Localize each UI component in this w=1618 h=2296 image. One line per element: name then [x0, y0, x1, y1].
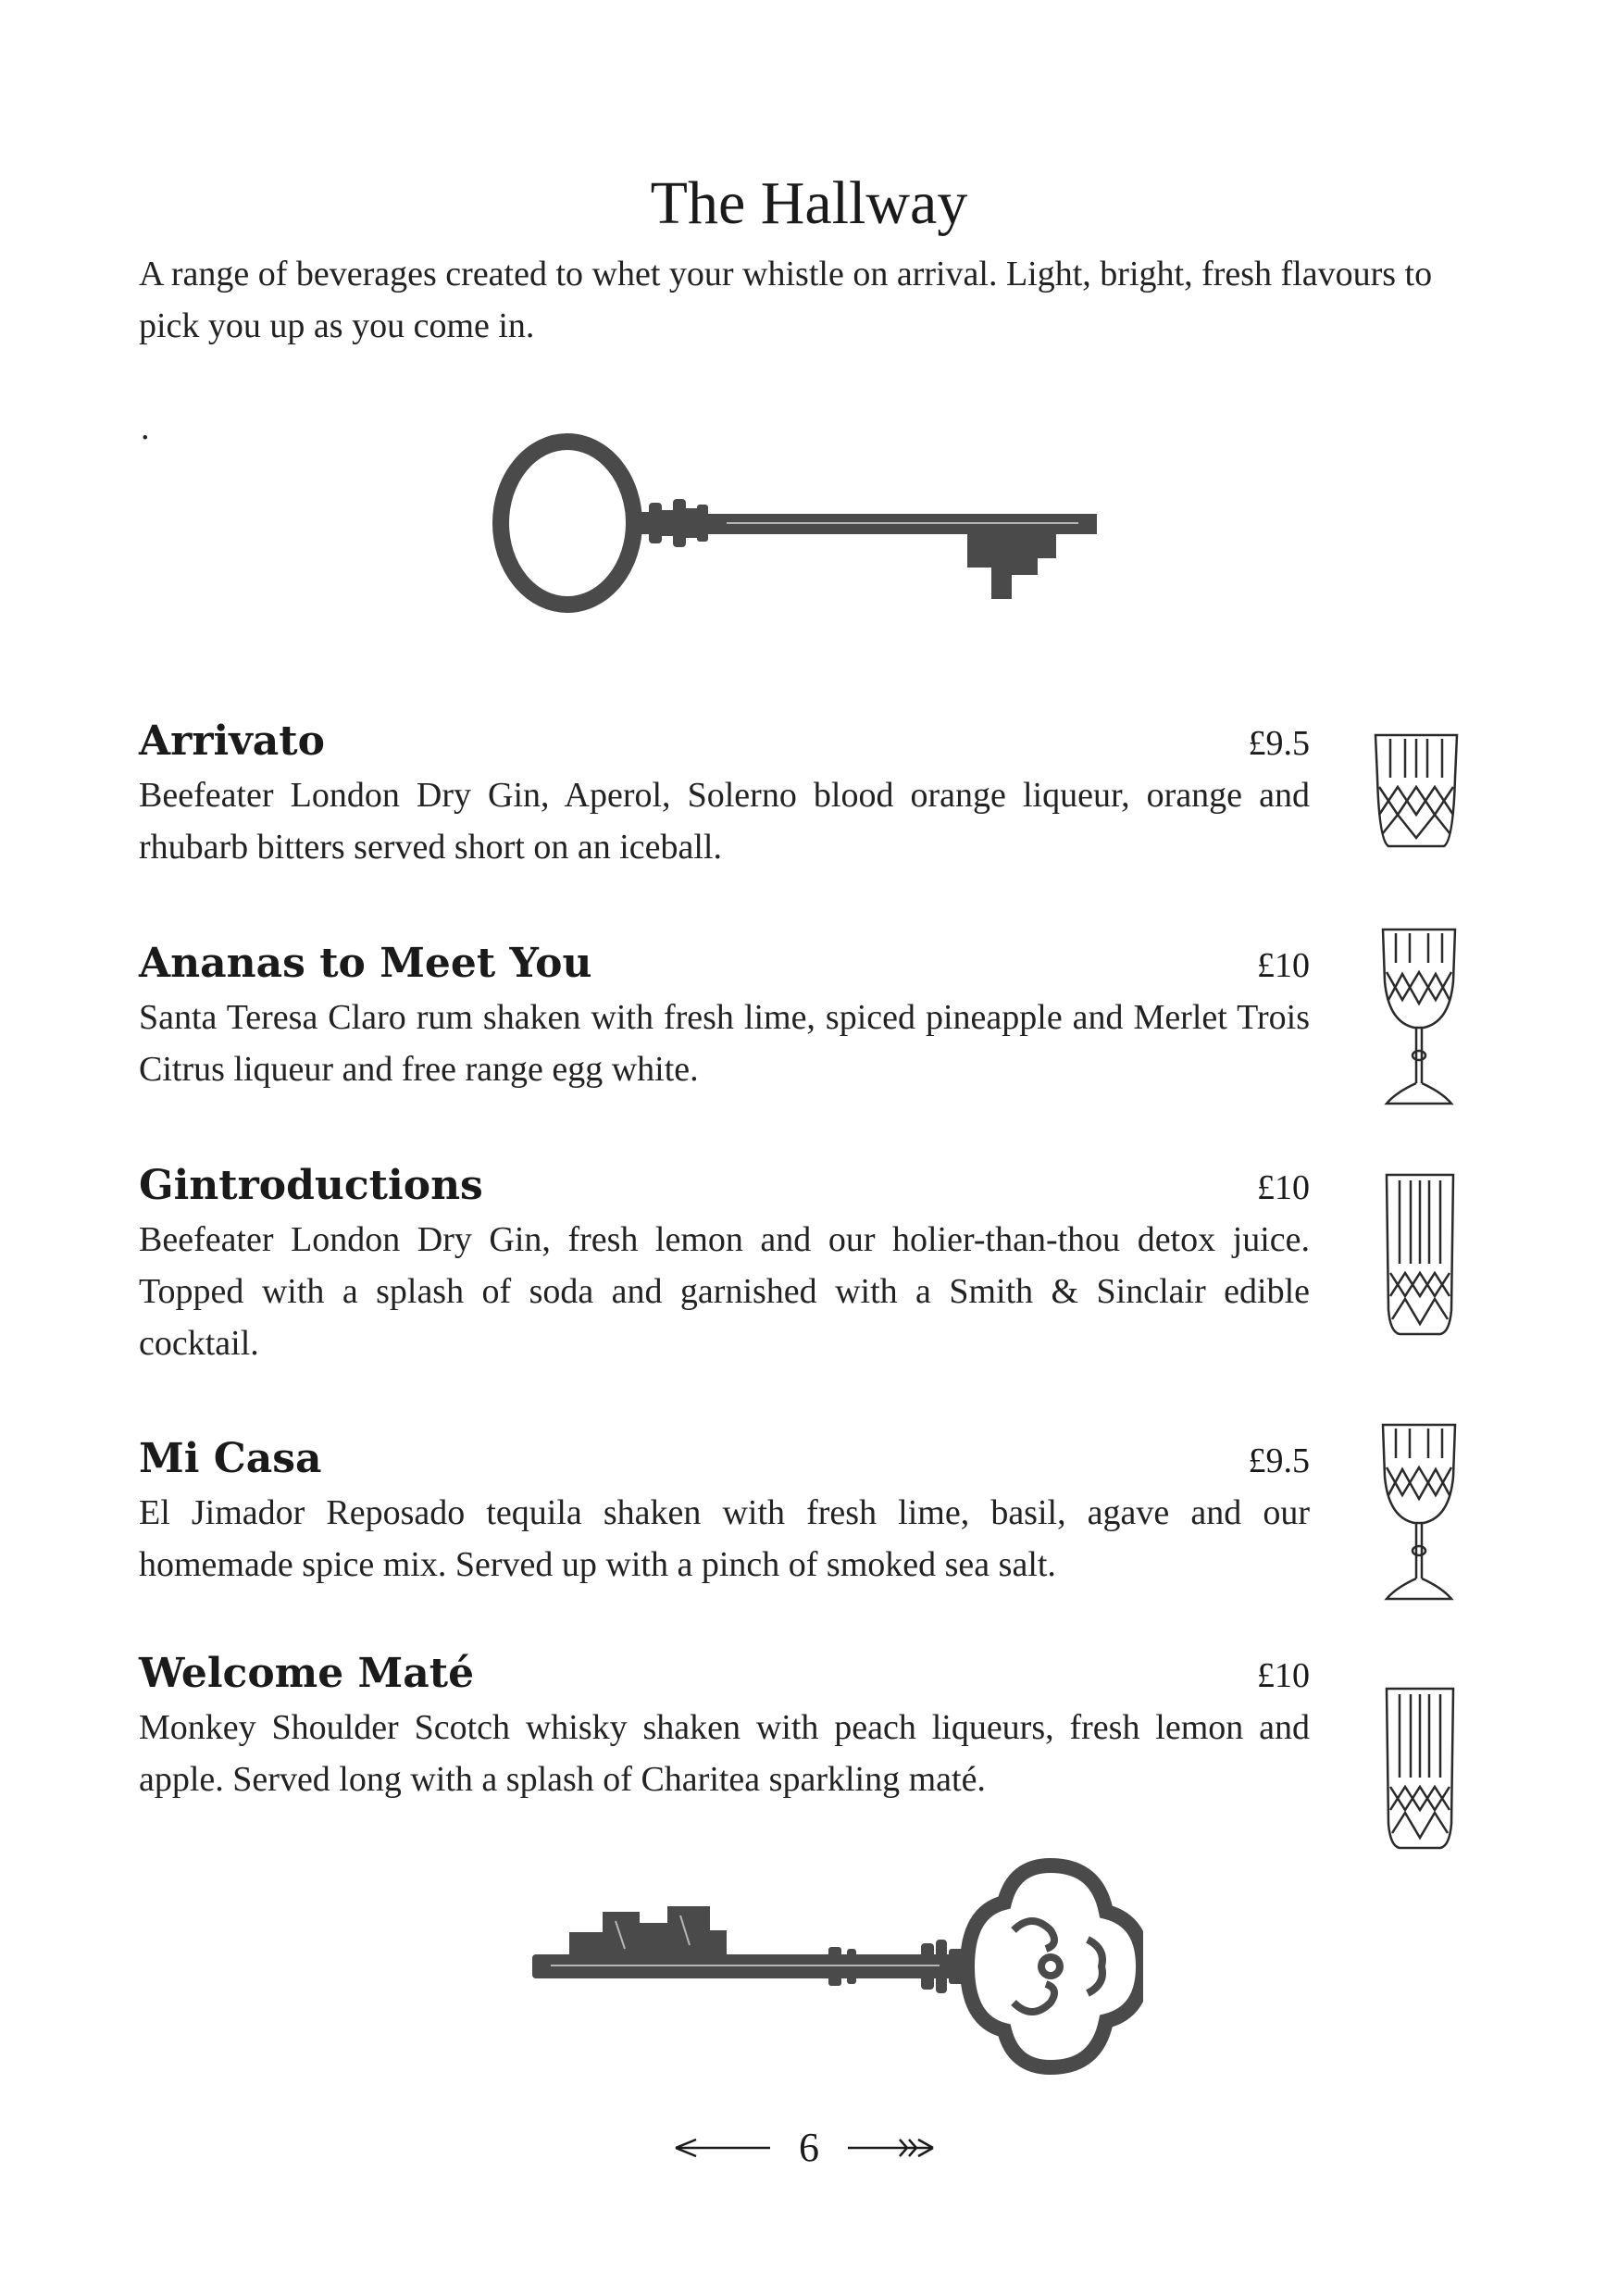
rocks-glass-icon: [1370, 731, 1462, 852]
page-number: [0, 2120, 1618, 2171]
highball-glass-icon: [1383, 1171, 1457, 1338]
drink-description: Monkey Shoulder Scotch whisky shaken with peach liqueurs, fresh lemon and apple. Served long with a splash of Charitea sparkling maté.: [139, 1708, 1310, 1799]
drink-description: Santa Teresa Claro rum shaken with fresh lime, spiced pineapple and Merlet Trois Citrus liqueur and free range egg white.: [139, 998, 1310, 1089]
drink-description: Beefeater London Dry Gin, Aperol, Solerno blood orange liqueur, orange and rhubarb bitters served short on an iceball.: [139, 776, 1310, 867]
drink-name: Gintroductions: [139, 1162, 483, 1209]
goblet-glass-icon: [1377, 1421, 1461, 1606]
drink-description: El Jimador Reposado tequila shaken with fresh lime, basil, agave and our homemade spice mix. Served up with a pinch of smoked sea salt.: [139, 1493, 1310, 1584]
drink-description: Beefeater London Dry Gin, fresh lemon and our holier-than-thou detox juice. Topped with a splash of soda and garnished with a Smith & Sinclair edible cocktail.: [139, 1220, 1310, 1363]
arrow-right-ornament-icon: [844, 2134, 946, 2162]
page-title: The Hallway: [650, 169, 968, 238]
drink-price: £9.5: [1248, 724, 1310, 763]
drink-price: £10: [1257, 1656, 1310, 1695]
drink-price: £10: [1257, 946, 1310, 985]
drink-price: £10: [1257, 1168, 1310, 1207]
drink-name: Arrivato: [139, 718, 325, 765]
drink-name: Ananas to Meet You: [139, 940, 592, 987]
drink-name: Welcome Maté: [139, 1650, 475, 1697]
stray-mark: .: [141, 408, 150, 447]
intro-text: A range of beverages created to whet your whistle on arrival. Light, bright, fresh flavours to pick you up as you come in.: [139, 255, 1433, 345]
arrow-left-ornament-icon: [672, 2134, 774, 2162]
goblet-glass-icon: [1377, 926, 1461, 1111]
page-number-text: 6: [799, 2125, 819, 2171]
drink-price: £9.5: [1248, 1441, 1310, 1480]
ornate-key-icon: [532, 1856, 1143, 2078]
highball-glass-icon: [1383, 1685, 1457, 1852]
antique-key-icon: [486, 430, 1097, 616]
drink-name: Mi Casa: [139, 1435, 322, 1482]
